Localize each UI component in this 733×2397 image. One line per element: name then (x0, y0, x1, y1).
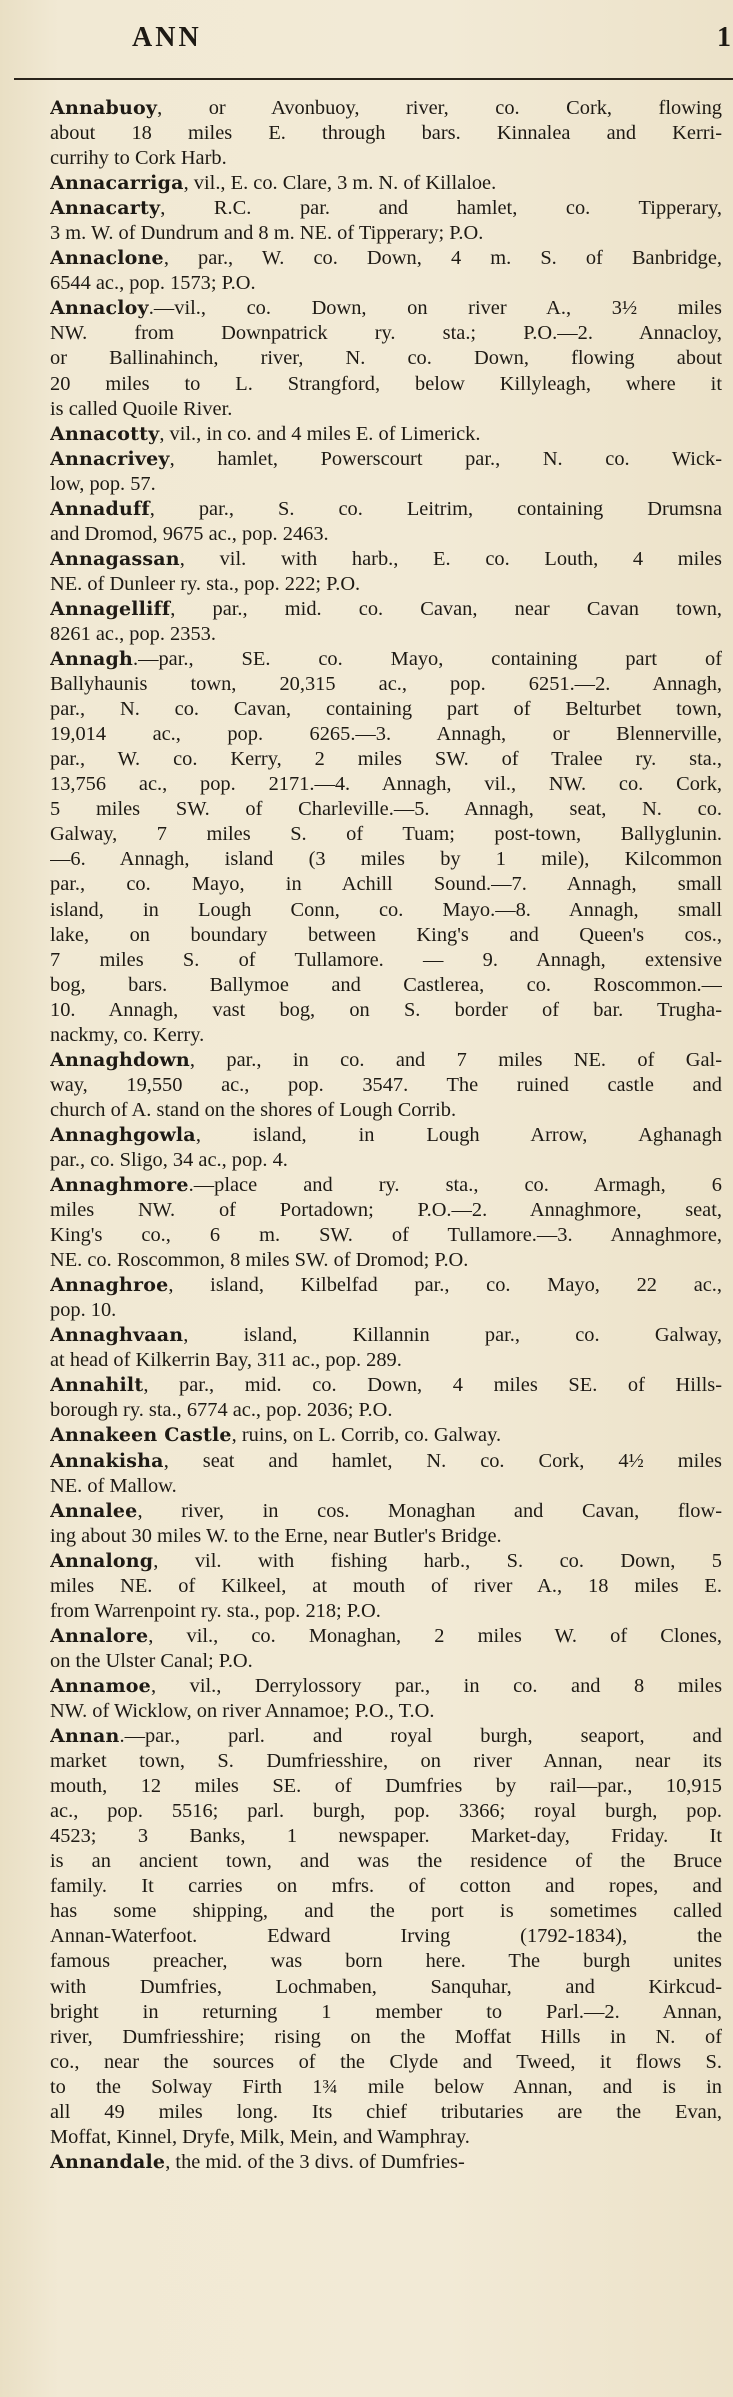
entry-text-line: NE. of Dunleer ry. sta., pop. 222; P.O. (50, 572, 361, 595)
gazetteer-entry (50, 1499, 722, 1549)
entry-text-line: ac., pop. 5516; parl. burgh, pop. 3366; royal burgh, pop. (50, 1800, 722, 1823)
entry-headword-line: Annalore, vil., co. Monaghan, 2 miles W. of Clones, (50, 1624, 722, 1647)
gazetteer-entry (50, 1674, 722, 1724)
entry-text-line: 8261 ac., pop. 2353. (50, 622, 216, 645)
entry-headword: Annaghgowla (50, 1123, 196, 1146)
entry-headword: Annacarty (50, 197, 161, 220)
entry-text-line: borough ry. sta., 6774 ac., pop. 2036; P.O. (50, 1399, 393, 1422)
entry-headword: Annaghdown (50, 1048, 190, 1071)
entry-text-line: island, in Lough Conn, co. Mayo.—8. Annagh, small (50, 898, 722, 921)
entry-text-line: family. It carries on mfrs. of cotton and ropes, and (50, 1875, 722, 1898)
entry-text-line: Ballyhaunis town, 20,315 ac., pop. 6251.—2. Annagh, (50, 673, 722, 696)
entry-headword-line: Annahilt, par., mid. co. Down, 4 miles SE. of Hills- (50, 1374, 722, 1397)
entry-text-line: Galway, 7 miles S. of Tuam; post-town, Ballyglunin. (50, 823, 722, 846)
entry-text-line: NW. from Downpatrick ry. sta.; P.O.—2. Annacloy, (50, 322, 722, 345)
entry-headword: Annaghmore (50, 1174, 189, 1197)
entry-headword: Annandale (50, 2150, 166, 2173)
gazetteer-entry (50, 1373, 722, 1423)
entry-headword: Annabuoy (50, 97, 158, 119)
entry-text-line: par., co. Mayo, in Achill Sound.—7. Annagh, small (50, 873, 722, 896)
entry-text-line: currihy to Cork Harb. (50, 147, 227, 170)
entry-headword-line: Annaclone, par., W. co. Down, 4 m. S. of Banbridge, (50, 247, 722, 270)
entry-headword: Annacloy (50, 297, 149, 320)
entry-text-line: low, pop. 57. (50, 472, 156, 495)
entry-text-line: bright in returning 1 member to Parl.—2. Annan, (50, 2000, 722, 2023)
entry-text-line: 7 miles S. of Tullamore. — 9. Annagh, extensive (50, 948, 722, 971)
entry-text-line: NW. of Wicklow, on river Annamoe; P.O., T.O. (50, 1700, 435, 1722)
entry-headword-line: Annaghvaan, island, Killannin par., co. Galway, (50, 1324, 722, 1347)
entry-headword: Annagassan (50, 547, 180, 570)
entry-headword-line: Annan.—par., parl. and royal burgh, seaport, and (50, 1725, 722, 1748)
entry-headword: Annakeen Castle (50, 1424, 232, 1447)
entry-text-line: pop. 10. (50, 1299, 117, 1322)
entry-text-line: at head of Kilkerrin Bay, 311 ac., pop. 289. (50, 1349, 402, 1372)
entry-headword: Annakisha (50, 1449, 164, 1472)
entry-headword: Annacarriga (50, 172, 184, 195)
gazetteer-entry (50, 171, 722, 196)
entry-text-line: miles NW. of Portadown; P.O.—2. Annaghmore, seat, (50, 1199, 722, 1222)
entry-headword-line: Annaduff, par., S. co. Leitrim, containing Drumsna (50, 497, 722, 520)
gazetteer-entry (50, 296, 722, 421)
gazetteer-entry (50, 422, 722, 447)
entry-headword: Annagelliff (50, 597, 171, 620)
entry-text-line: 5 miles SW. of Charleville.—5. Annagh, seat, N. co. (50, 798, 722, 821)
gazetteer-entry (50, 497, 722, 547)
entry-text-line: —6. Annagh, island (3 miles by 1 mile), Kilcommon (50, 848, 722, 871)
page-header (0, 18, 733, 58)
entry-text-line: 3 m. W. of Dundrum and 8 m. NE. of Tipperary; P.O. (50, 222, 484, 245)
header-rule (14, 78, 733, 80)
entry-text-line: bog, bars. Ballymoe and Castlerea, co. Roscommon.— (50, 973, 722, 996)
gazetteer-entry (50, 1624, 722, 1674)
entry-text-line: King's co., 6 m. SW. of Tullamore.—3. Annaghmore, (50, 1224, 722, 1247)
entry-text-line: 6544 ac., pop. 1573; P.O. (50, 272, 256, 295)
entry-text-line: Moffat, Kinnel, Dryfe, Milk, Mein, and Wamphray. (50, 2125, 470, 2148)
entry-text-line: 20 miles to L. Strangford, below Killyleagh, where it (50, 372, 722, 395)
entry-text-line: church of A. stand on the shores of Lough Corrib. (50, 1098, 457, 1121)
entry-text-line: market town, S. Dumfriesshire, on river Annan, near its (50, 1750, 722, 1773)
entry-headword-line: Annagassan, vil. with harb., E. co. Louth, 4 miles (50, 547, 722, 570)
entry-headword: Annalore (50, 1624, 149, 1647)
gazetteer-entry (50, 1423, 722, 1448)
entry-text-line: famous preacher, was born here. The burgh unites (50, 1950, 722, 1973)
entry-text-line: par., co. Sligo, 34 ac., pop. 4. (50, 1148, 288, 1171)
entry-text-line: NE. co. Roscommon, 8 miles SW. of Dromod; P.O. (50, 1249, 469, 1272)
gazetteer-entry (50, 597, 722, 647)
entry-headword: Annacrivey (50, 447, 170, 470)
entry-headword: Annaghroe (50, 1274, 169, 1297)
entry-text-line: is called Quoile River. (50, 397, 233, 420)
running-head: ANN (132, 22, 202, 53)
entry-headword-line: Annaghdown, par., in co. and 7 miles NE. of Gal- (50, 1048, 722, 1071)
entry-text-line: has some shipping, and the port is sometimes called (50, 1900, 722, 1923)
entry-headword: Annamoe (50, 1674, 151, 1697)
gazetteer-entry (50, 196, 722, 246)
entry-headword: Annaclone (50, 247, 164, 270)
entry-headword-line: Annabuoy, or Avonbuoy, river, co. Cork, flowing (50, 97, 722, 119)
entry-text-line: about 18 miles E. through bars. Kinnalea and Kerri- (50, 122, 722, 145)
entry-text-line: ing about 30 miles W. to the Erne, near Butler's Bridge. (50, 1524, 502, 1547)
gazetteer-entries (50, 96, 722, 2175)
page-number: 1 (717, 22, 731, 53)
gazetteer-entry (50, 1273, 722, 1323)
entry-headword-line: Annaghmore.—place and ry. sta., co. Armagh, 6 (50, 1174, 722, 1197)
gazetteer-entry (50, 1724, 722, 2150)
entry-headword-line: Annacarriga, vil., E. co. Clare, 3 m. N. of Killaloe. (50, 172, 497, 195)
entry-text-line: mouth, 12 miles SE. of Dumfries by rail—par., 10,915 (50, 1775, 722, 1798)
entry-headword: Annahilt (50, 1374, 144, 1397)
entry-text-line: miles NE. of Kilkeel, at mouth of river A., 18 miles E. (50, 1574, 722, 1597)
entry-text-line: co., near the sources of the Clyde and Tweed, it flows S. (50, 2050, 722, 2073)
gazetteer-entry (50, 246, 722, 296)
entry-text-line: 19,014 ac., pop. 6265.—3. Annagh, or Blennerville, (50, 723, 722, 746)
entry-headword-line: Annaghroe, island, Kilbelfad par., co. Mayo, 22 ac., (50, 1274, 722, 1297)
entry-headword: Annaduff (50, 497, 150, 520)
entry-text-line: par., N. co. Cavan, containing part of Belturbet town, (50, 698, 722, 721)
entry-text-line: on the Ulster Canal; P.O. (50, 1649, 253, 1672)
gazetteer-entry (50, 96, 722, 171)
entry-text-line: par., W. co. Kerry, 2 miles SW. of Tralee ry. sta., (50, 748, 722, 771)
entry-text-line: Annan-Waterfoot. Edward Irving (1792-1834), the (50, 1925, 722, 1948)
entry-headword-line: Annagh.—par., SE. co. Mayo, containing part of (50, 648, 722, 671)
entry-text-line: 10. Annagh, vast bog, on S. border of bar. Trugha- (50, 998, 722, 1021)
entry-text-line: way, 19,550 ac., pop. 3547. The ruined castle and (50, 1073, 722, 1096)
gazetteer-entry (50, 2150, 722, 2175)
entry-text-line: nackmy, co. Kerry. (50, 1023, 205, 1046)
entry-headword: Annacotty (50, 422, 160, 445)
entry-headword-line: Annagelliff, par., mid. co. Cavan, near Cavan town, (50, 597, 722, 620)
gazetteer-entry (50, 1048, 722, 1123)
gazetteer-entry (50, 1173, 722, 1273)
gazetteer-entry (50, 1323, 722, 1373)
entry-headword: Annagh (50, 648, 133, 671)
entry-headword-line: Annacloy.—vil., co. Down, on river A., 3½ miles (50, 297, 722, 320)
entry-headword-line: Annandale, the mid. of the 3 divs. of Dumfries- (50, 2150, 465, 2173)
entry-text-line: to the Solway Firth 1¾ mile below Annan, and is in (50, 2075, 722, 2098)
entry-headword: Annaghvaan (50, 1324, 184, 1347)
gazetteer-entry (50, 1549, 722, 1624)
entry-headword-line: Annakisha, seat and hamlet, N. co. Cork, 4½ miles (50, 1449, 722, 1472)
entry-text-line: with Dumfries, Lochmaben, Sanquhar, and Kirkcud- (50, 1975, 722, 1998)
entry-text-line: river, Dumfriesshire; rising on the Moffat Hills in N. of (50, 2025, 722, 2048)
entry-headword-line: Annamoe, vil., Derrylossory par., in co. and 8 miles (50, 1674, 722, 1697)
entry-headword: Annalee (50, 1499, 138, 1522)
entry-text-line: NE. of Mallow. (50, 1474, 177, 1497)
entry-headword-line: Annacrivey, hamlet, Powerscourt par., N. co. Wick- (50, 447, 722, 470)
entry-text-line: or Ballinahinch, river, N. co. Down, flowing about (50, 347, 722, 370)
entry-headword: Annalong (50, 1549, 154, 1572)
gazetteer-entry (50, 1449, 722, 1499)
entry-headword-line: Annacarty, R.C. par. and hamlet, co. Tipperary, (50, 197, 722, 220)
entry-text-line: 13,756 ac., pop. 2171.—4. Annagh, vil., NW. co. Cork, (50, 773, 722, 796)
gazetteer-entry (50, 1123, 722, 1173)
entry-headword-line: Annacotty, vil., in co. and 4 miles E. of Limerick. (50, 422, 481, 445)
entry-text-line: all 49 miles long. Its chief tributaries are the Evan, (50, 2100, 722, 2123)
entry-text-line: 4523; 3 Banks, 1 newspaper. Market-day, Friday. It (50, 1825, 722, 1848)
gazetteer-entry (50, 547, 722, 597)
entry-headword: Annan (50, 1725, 120, 1748)
entry-text-line: is an ancient town, and was the residence of the Bruce (50, 1850, 722, 1873)
entry-headword-line: Annakeen Castle, ruins, on L. Corrib, co. Galway. (50, 1424, 502, 1447)
entry-headword-line: Annalong, vil. with fishing harb., S. co. Down, 5 (50, 1549, 722, 1572)
gazetteer-entry (50, 647, 722, 1048)
entry-text-line: and Dromod, 9675 ac., pop. 2463. (50, 522, 329, 545)
entry-headword-line: Annaghgowla, island, in Lough Arrow, Aghanagh (50, 1123, 722, 1146)
gazetteer-entry (50, 447, 722, 497)
entry-text-line: lake, on boundary between King's and Queen's cos., (50, 923, 722, 946)
entry-text-line: from Warrenpoint ry. sta., pop. 218; P.O. (50, 1599, 381, 1622)
entry-headword-line: Annalee, river, in cos. Monaghan and Cavan, flow- (50, 1499, 722, 1522)
